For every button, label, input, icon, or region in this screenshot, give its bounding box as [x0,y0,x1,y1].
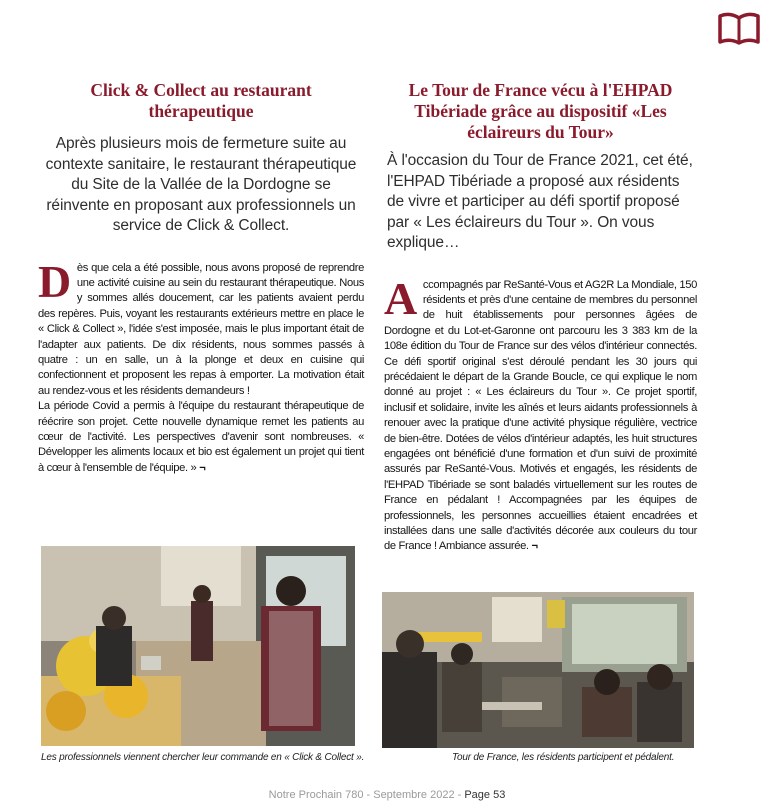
article-title: Le Tour de France vécu à l'EHPAD Tibériade grâce au dispositif «Les éclaireurs du Tour» [408,80,673,142]
photo-caption: Les professionnels viennent chercher leur commande en « Click & Collect ». [41,752,365,763]
article-body [384,272,697,555]
page-footer [0,789,774,801]
article-intro: À l'occasion du Tour de France 2021, cet été, l'EHPAD Tibériade a proposé aux résidents de vivre et participer au défi sportif proposé par « Les éclaireurs du Tour ». On vous explique… [387,152,693,251]
dropcap: D [38,255,71,307]
dropcap: A [384,272,417,324]
photo-click-collect [41,546,355,746]
article-paragraph: ès que cela a été possible, nous avons proposé de reprendre une activité cuisine au sein du restaurant thérapeutique. Nous y sommes allés doucement, car les patients avaient perdu des repères. Puis, voyant les restaurants extérieurs mettre en place le « Click & Collect », l'idée s'est imposée, mais le plus important était de l'adapter aux patients. De dix résidents, nous sommes passés à quatre : un en salle, un à la plonge et deux en cuisine qui confectionnent et proposent les repas à emporter. La motivation était au rendez-vous et les résidents demandeurs ! [38,261,364,397]
article-title: Click & Collect au restaurant thérapeutique [90,80,312,121]
article-intro: Après plusieurs mois de fermeture suite au contexte sanitaire, le restaurant thérapeutique du Site de la Vallée de la Dordogne se réinvente en proposant aux professionnels un service de Click & Collect. [45,135,357,234]
article-tour-de-france [384,80,697,555]
photo-tour-de-france [382,592,694,748]
end-mark: ¬ [531,540,538,553]
end-mark: ¬ [199,461,206,474]
page-number: Page 53 [464,789,506,801]
open-book-icon [716,10,762,46]
article-paragraph: La période Covid a permis à l'équipe du restaurant thérapeutique de réécrire son projet. Cette nouvelle dynamique remet les patients au cœur de l'activité. Les perspectives d'avenir sont nombreuses. « Développer les aliments locaux et bio est également un projet qui tient à cœur à l'ensemble de l'équipe. » ¬ [38,400,364,474]
article-paragraph: ccompagnés par ReSanté-Vous et AG2R La Mondiale, 150 résidents et près d'une centaine de membres du personnel de huit établissements pour personnes âgées de Dordogne et du Lot-et-Garonne ont parcouru les 3 383 km de la 108e édition du Tour de France sur des vélos d'intérieur connectés. Ce défi sportif original s'est déroulé pendant les 30 jours qui précédaient le départ de la Grande Boucle, ce qui explique le nom donné au projet : « Les éclaireurs du Tour ». Ce projet sportif, inclusif et solidaire, invite les aînés et leurs aidants professionnels à renouer avec la pratique d'une activité physique régulière, vectrice de bien-être. Dotées de vélos d'intérieur adaptés, les huit structures engagées ont bénéficié d'une formation et d'un suivi de proximité assurés par ReSanté-Vous. Motivés et engagés, les résidents de l'EHPAD Tibériade se sont baladés virtuellement sur les routes de France en pédalant ! Accompagnées par les équipes de professionnels, les personnes accueillies étaient encadrées et installées dans une salle d'activités décorée aux couleurs du tour de France ! Ambiance assurée. ¬ [384,278,697,553]
publication-info: Notre Prochain 780 - Septembre 2022 - [268,789,462,801]
article-click-collect [38,80,364,476]
photo-caption: Tour de France, les résidents participent et pédalent. [452,752,675,763]
article-body [38,255,364,477]
